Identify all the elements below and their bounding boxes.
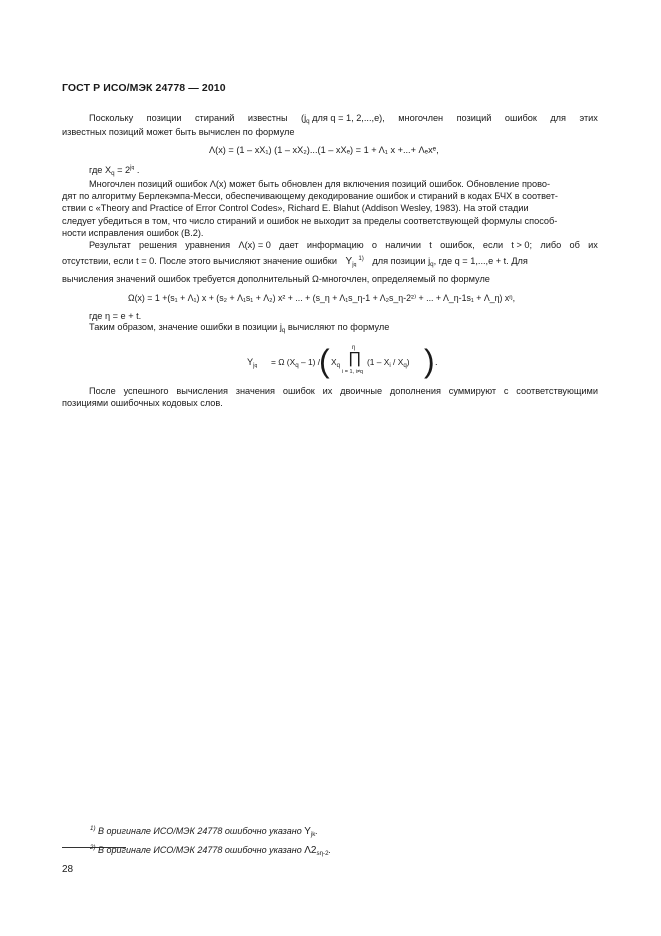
paragraph-line: ствии с «Theory and Practice of Error Control Codes», Richard E. Blahut (Addison Wesley, 1983). На этой стадии xyxy=(62,203,529,214)
paragraph-line: позициями ошибочных кодовых слов. xyxy=(62,398,223,409)
word: позиции xyxy=(146,113,182,123)
word: позиций xyxy=(456,113,492,123)
paragraph-line: отсутствии, если t = 0. После этого вычисляют значение ошибки $Y_{jq}^{1)}$ для позиции $j_q$, где q = 1,...,e + t. Для xyxy=(62,255,528,269)
paragraph-line: Многочлен позиций ошибок Λ(x) может быть обновлен для включения позиций ошибок. Обновление прово- xyxy=(89,179,551,189)
paragraph-final xyxy=(62,385,598,409)
formula-omega: Ω(x) = 1 +(s₁ + Λ₁) x + (s₂ + Λ₁s₁ + Λ₂) x² + ... + (s_η + Λ₁s_η-1 + Λ₂s_η-2²⁾ + ... + Λ_η-1s₁ + Λ_η) xᵑ, xyxy=(128,293,516,303)
document-header: ГОСТ Р ИСО/МЭК 24778 — 2010 xyxy=(62,82,226,94)
word: многочлен xyxy=(398,113,444,123)
paragraph-line: Результат решения уравнения Λ(x) = 0 дает информацию о наличии t ошибок, если t > 0; либо об их xyxy=(89,240,598,250)
word: для xyxy=(550,113,567,123)
formula-error-value: $Y_{jq}$ = Ω $(X_q - 1)$ / ( $X_q$ η ∏ i = 1, i≠q $(1 - X_i / X_q)$ ) . xyxy=(247,343,438,379)
right-paren: ) xyxy=(424,343,435,379)
word-with-subscript: ($j_q$ для q = 1, 2,...,e), xyxy=(301,113,385,125)
paragraph-line xyxy=(62,112,598,126)
paragraph-line: следует убедиться в том, что число стираний и ошибок не выходит за пределы соответствующей формулы способ- xyxy=(62,215,558,226)
paragraph-thus: Таким образом, значение ошибки в позиции $j_q$ вычисляют по формуле xyxy=(89,322,390,334)
word: известны xyxy=(247,113,288,123)
formula-lambda: Λ(x) = (1 – xX₁) (1 – xX₂)...(1 – xXₑ) = 1 + Λ₁ x +...+ Λₑxᵉ, xyxy=(209,145,439,155)
word: ошибок xyxy=(504,113,537,123)
paragraph-line: ности исправления ошибок (В.2). xyxy=(62,227,204,238)
word: стираний xyxy=(194,113,235,123)
where-xq: где $X_q = 2^{jq}$ . xyxy=(89,164,140,177)
footnote-2: $^{2)}$ В оригинале ИСО/МЭК 24778 ошибочно указано $\Lambda 2_{s\eta-2}$. xyxy=(90,844,332,857)
paragraph-result xyxy=(62,239,598,285)
paragraph-line: известных позиций может быть вычислен по формуле xyxy=(62,127,295,138)
paragraph-berlekamp xyxy=(62,178,598,239)
product-symbol: ∏ xyxy=(348,350,362,367)
word: Поскольку xyxy=(89,113,134,123)
word: этих xyxy=(579,113,598,123)
page-number: 28 xyxy=(62,864,74,875)
paragraph-line: После успешного вычисления значения ошибок их двоичные дополнения суммируют с соответствующими xyxy=(89,386,598,396)
left-paren: ( xyxy=(319,343,330,379)
footnote-1: $^{1)}$ В оригинале ИСО/МЭК 24778 ошибочно указано $Y_{jk}$. xyxy=(90,825,318,838)
paragraph-line: вычисления значений ошибок требуется дополнительный Ω-многочлен, определяемый по формуле xyxy=(62,274,490,285)
where-eta: где η = e + t. xyxy=(89,311,142,321)
paragraph-erasures xyxy=(62,112,598,138)
paragraph-line: дят по алгоритму Берлекэмпа-Месси, обеспечивающему декодирование ошибок и стираний в кодах БЧХ в соответ- xyxy=(62,191,558,202)
